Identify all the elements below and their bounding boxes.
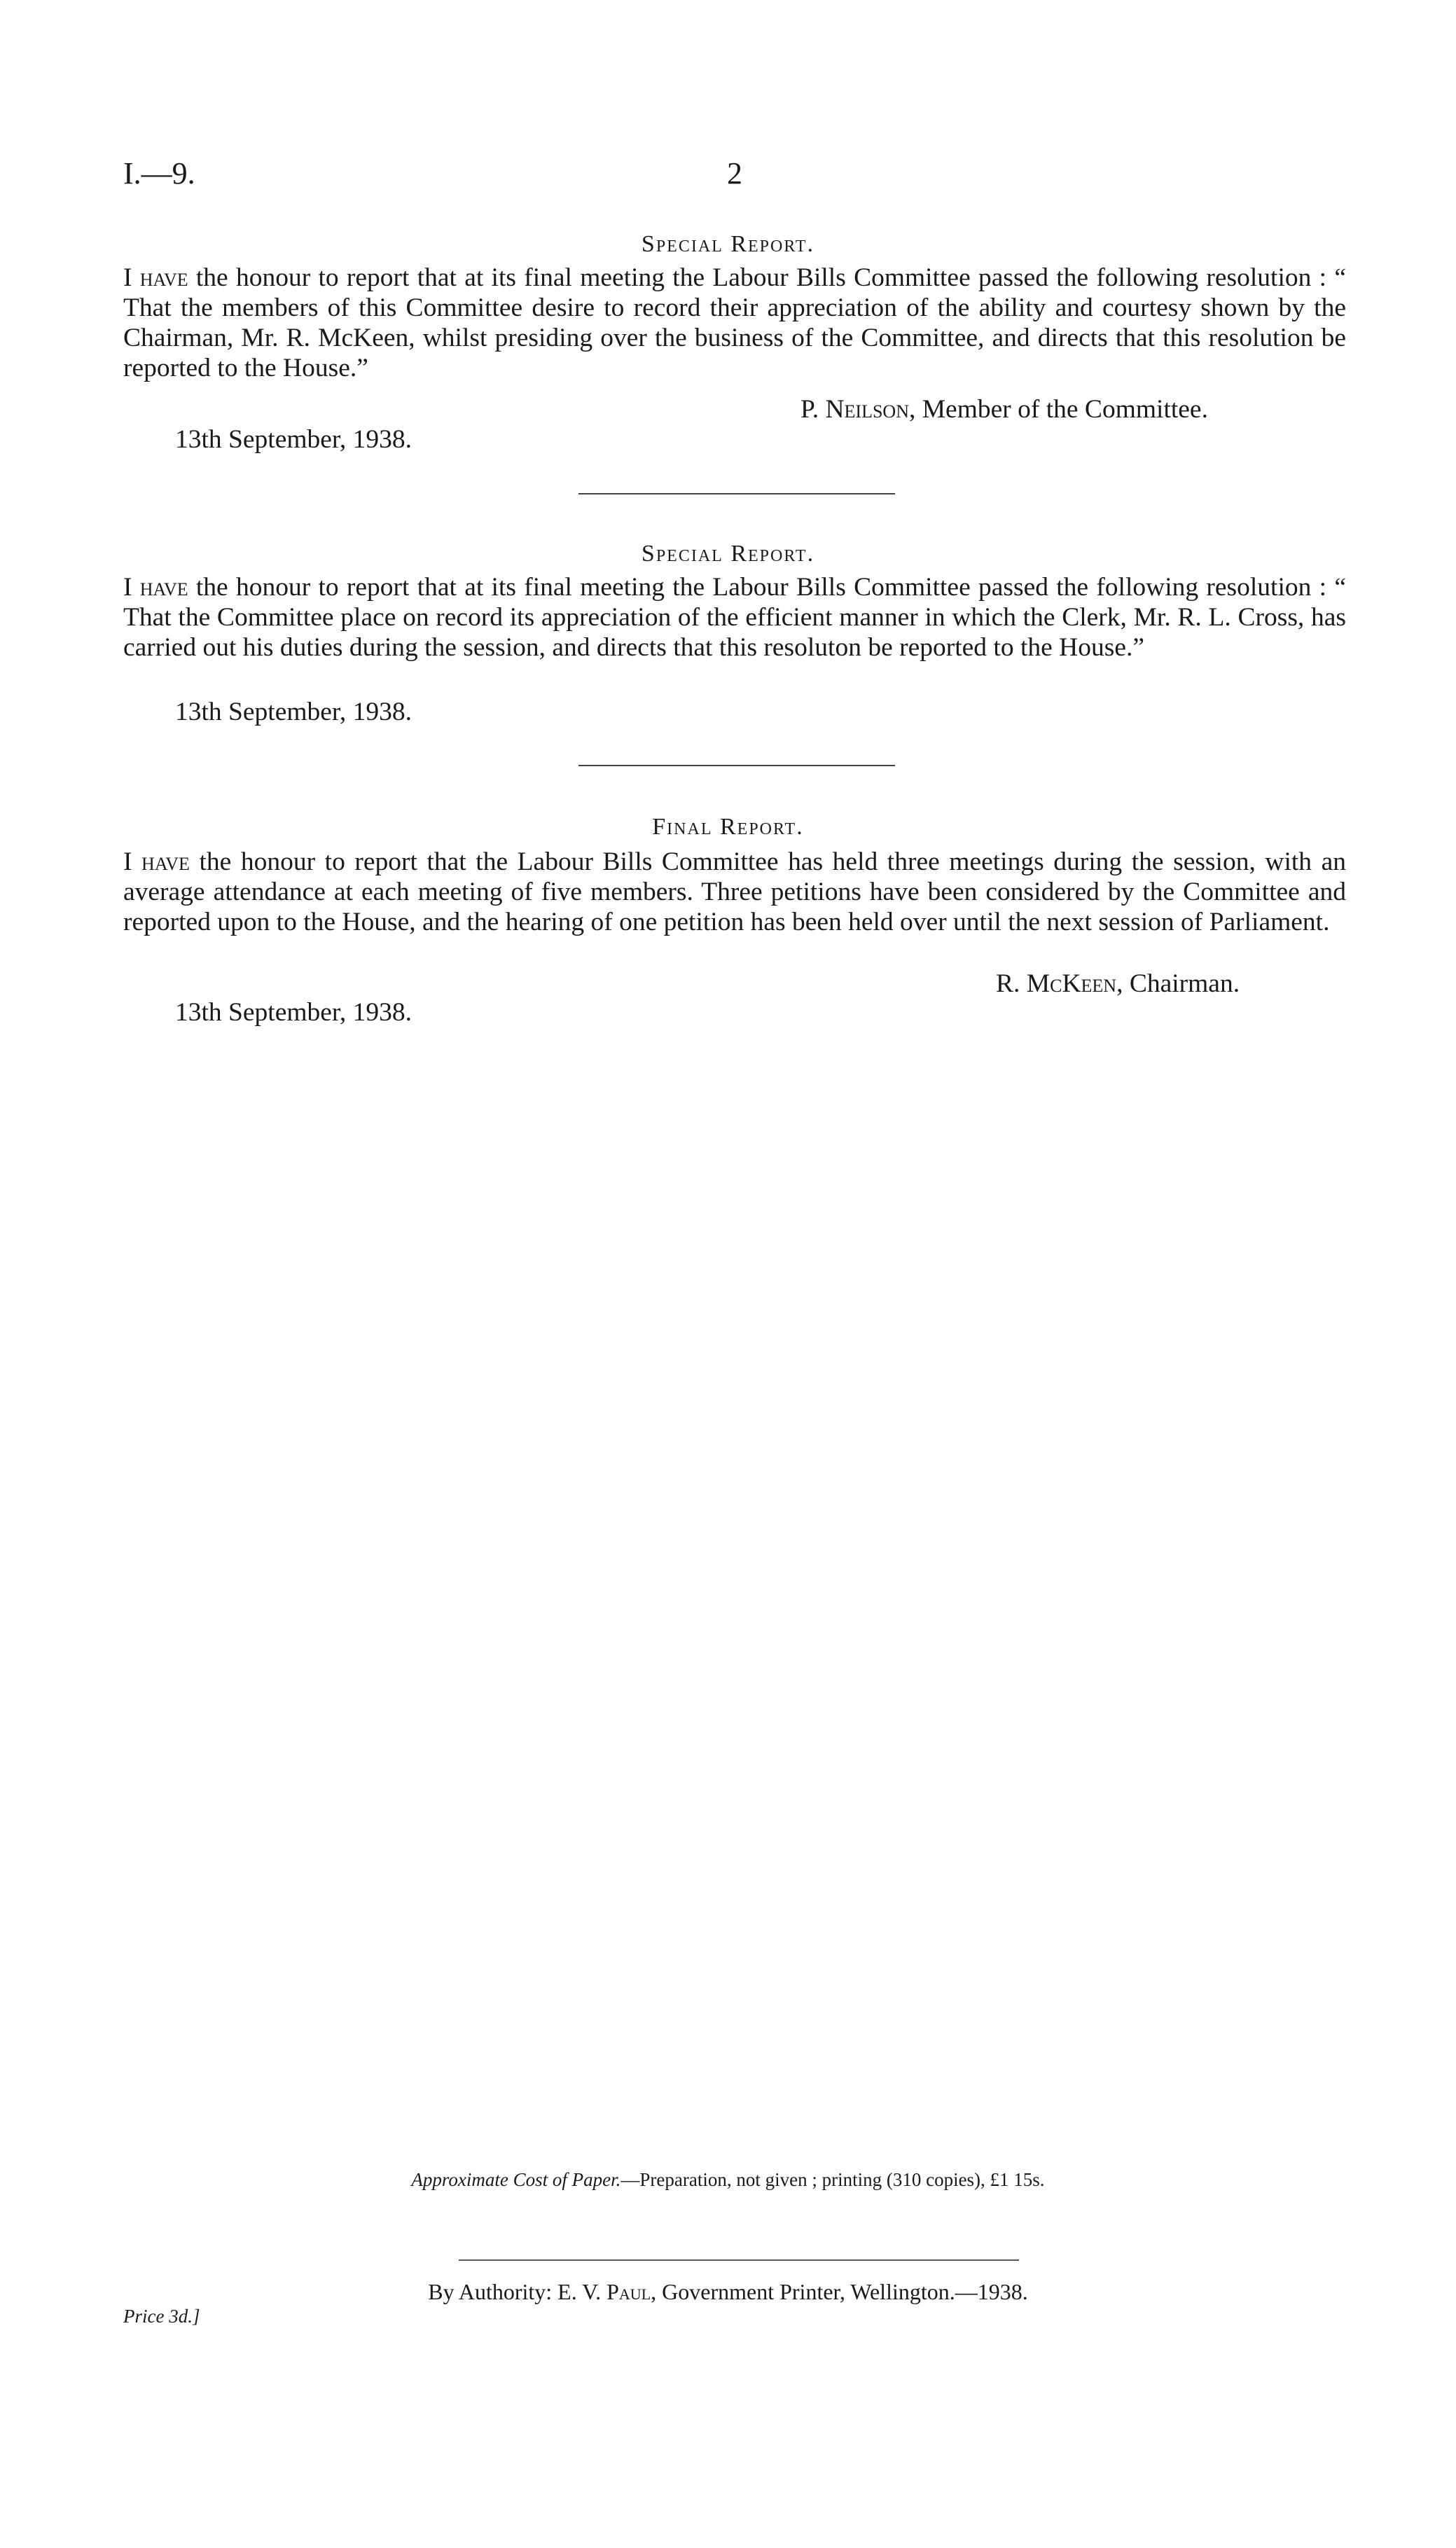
section-1-paragraph [123,263,1346,383]
section-2-lead: I have [123,573,188,602]
section-2-heading: Special Report. [641,541,815,567]
page-number: 2 [727,156,742,191]
section-1-body: the honour to report that at its final meeting the Labour Bills Committee passed the following resolution : “ That the members of this Committee desire to record their appreciation of the ability and courtesy shown by the Chairman, Mr. R. McKeen, whilst presiding over the business of the Committee, and directs that this resolution be reported to the House.” [123,263,1346,382]
cost-text: —Preparation, not given ; printing (310 copies), £1 15s. [620,2169,1045,2190]
section-1-heading: Special Report. [641,231,815,257]
section-3-signature-title: , Chairman. [1116,969,1240,998]
section-2-date: 13th September, 1938. [175,698,412,726]
section-3-lead: I have [123,847,190,876]
authority-suffix: , Government Printer, Wellington.—1938. [651,2279,1028,2304]
cost-label: Approximate Cost of Paper. [411,2169,621,2190]
section-2-paragraph [123,572,1346,663]
authority-name: Paul [606,2279,651,2304]
section-1-signature-title: , Member of the Committee. [908,395,1208,424]
section-1-date: 13th September, 1938. [175,425,412,454]
section-1-signature-name: P. Neilson [800,395,909,424]
section-2-body: the honour to report that at its final meeting the Labour Bills Committee passed the following resolution : “ That the Committee place on record its appreciation of the efficient manner in which the Clerk, Mr. R. L. Cross, has carried out his duties during the session, and directs that this resoluton be reported to the House.” [123,573,1346,662]
section-3-signature [996,969,1240,999]
section-3-date: 13th September, 1938. [175,998,412,1027]
price: Price 3d.] [123,2306,200,2327]
section-divider-2 [578,765,895,766]
authority-prefix: By Authority: E. V. [428,2279,607,2304]
cost-of-paper [0,2169,1456,2191]
section-3-paragraph [123,847,1346,937]
section-3-signature-name: R. McKeen [996,969,1117,998]
paper-id: I.—9. [123,156,195,191]
footer-rule [459,2259,1019,2261]
section-1-signature [800,394,1208,424]
printer-authority [0,2279,1456,2305]
section-divider-1 [578,493,895,494]
section-1-lead: I have [123,263,188,292]
section-3-heading: Final Report. [652,814,804,840]
section-3-body: the honour to report that the Labour Bills Committee has held three meetings during the session, with an average attendance at each meeting of five members. Three petitions have been considered by the Committee and reported upon to the House, and the hearing of one petition has been held over until the next session of Parliament. [123,847,1346,936]
